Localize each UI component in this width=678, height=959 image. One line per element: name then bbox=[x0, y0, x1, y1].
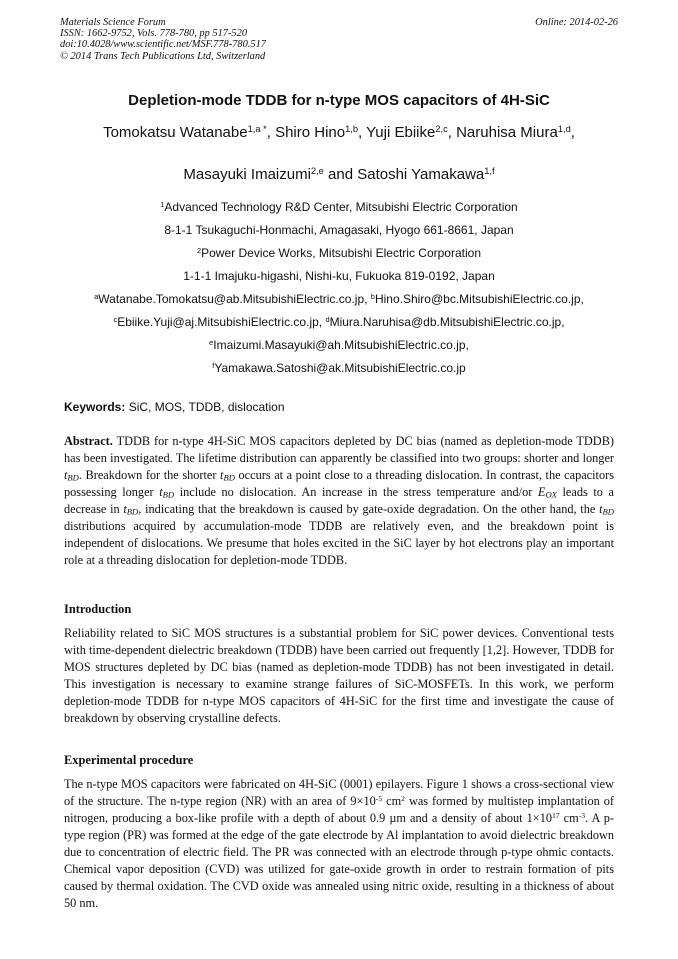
author-name: Masayuki Imaizumi bbox=[183, 166, 311, 183]
abstract-text: TDDB for n-type 4H-SiC MOS capacitors depleted by DC bias (named as depletion-mode TDDB) has been investigated. The lifetime distribution can apparently be classified into two groups: shorter and longer $t_{BD}$. Breakdown for the shorter $t_{BD}$ occurs at a point close to a threading dislocation. In contrast, the capacitors possessing longer $t_{BD}$ include no dislocation. An increase in the stress temperature and/or $E_{OX}$ leads to a decrease in $t_{BD}$, indicating that the breakdown is caused by gate-oxide degradation. On the other hand, the $t_{BD}$ distributions acquired by accumulation-mode TDDB are relatively even, and the breakdown point is independent of dislocations. We presume that holes excited in the SiC layer by hot electrons play an important role at a threading dislocation for depletion-mode TDDB. bbox=[64, 434, 615, 567]
abstract bbox=[64, 433, 614, 569]
author-name: Yuji Ebiike bbox=[366, 124, 436, 141]
copyright-line: © 2014 Trans Tech Publications Ltd, Switzerland bbox=[60, 50, 266, 62]
author-affil-mark: 2,c bbox=[435, 123, 448, 134]
author-name: Shiro Hino bbox=[275, 124, 346, 141]
journal-name: Materials Science Forum bbox=[60, 17, 166, 28]
email-address: Ebiike.Yuji@aj.MitsubishiElectric.co.jp, bbox=[117, 315, 326, 329]
email-line-1: $^a$Watanabe.Tomokatsu@ab.MitsubishiElectric.co.jp, $^b$Hino.Shiro@bc.MitsubishiElectric.co.jp, bbox=[94, 291, 584, 306]
running-header bbox=[60, 17, 618, 62]
paper-title: Depletion-mode TDDB for n-type MOS capacitors of 4H-SiC bbox=[128, 92, 550, 109]
email-address: Yamakawa.Satoshi@ak.MitsubishiElectric.co.jp bbox=[214, 361, 466, 375]
affiliation-2: $^2$Power Device Works, Mitsubishi Electric Corporation bbox=[196, 245, 481, 260]
email-address: Miura.Naruhisa@db.MitsubishiElectric.co.jp, bbox=[329, 315, 565, 329]
author-affil-mark: 1,f bbox=[484, 165, 495, 176]
author-affil-mark: 1,a * bbox=[247, 123, 267, 134]
affiliation-address-2: 1-1-1 Imajuku-higashi, Nishi-ku, Fukuoka 819-0192, Japan bbox=[183, 269, 495, 283]
experimental-heading: Experimental procedure bbox=[64, 753, 194, 767]
doi-line: doi:10.4028/www.scientific.net/MSF.778-780.517 bbox=[60, 39, 266, 51]
authors-line-2: Masayuki Imaizumi$^{2,e}$ and Satoshi Yamakawa$^{1,f}$ bbox=[183, 165, 495, 183]
affiliation-address-1: 8-1-1 Tsukaguchi-Honmachi, Amagasaki, Hyogo 661-8661, Japan bbox=[164, 223, 514, 237]
author-name: Naruhisa Miura bbox=[456, 124, 558, 141]
email-line-2: $^c$Ebiike.Yuji@aj.MitsubishiElectric.co.jp, $^d$Miura.Naruhisa@db.MitsubishiElectric.co.jp, bbox=[113, 314, 565, 329]
abstract-label: Abstract. bbox=[64, 434, 113, 448]
author-affil-mark: 2,e bbox=[310, 165, 324, 176]
author-name: Satoshi Yamakawa bbox=[357, 166, 485, 183]
introduction-text: Reliability related to SiC MOS structures is a substantial problem for SiC power devices. Conventional tests with time-dependent dielectric breakdown (TDDB) have been carried out frequently [1,2]. However, TDDB for MOS structures depleted by DC bias (named as depletion-mode TDDB) has not been investigated in detail. This investigation is necessary to examine strange failures of SiC-MOSFETs. In this work, we perform depletion-mode TDDB for n-type MOS capacitors of 4H-SiC for the first time and investigate the cause of breakdown by observing crystalline defects. bbox=[64, 626, 614, 725]
introduction-heading: Introduction bbox=[64, 602, 132, 616]
affiliation-1: $^1$Advanced Technology R&D Center, Mitsubishi Electric Corporation bbox=[160, 199, 518, 214]
issn-line: ISSN: 1662-9752, Vols. 778-780, pp 517-520 bbox=[60, 28, 248, 40]
email-line-4: $^f$Yamakawa.Satoshi@ak.MitsubishiElectric.co.jp bbox=[212, 360, 466, 375]
email-address: Hino.Shiro@bc.MitsubishiElectric.co.jp, bbox=[374, 292, 584, 306]
authors-line-1: Tomokatsu Watanabe$^{1,a *}$, Shiro Hino$^{1,b}$, Yuji Ebiike$^{2,c}$, Naruhisa Miura$^{1,d}$, bbox=[103, 123, 575, 141]
experimental-text: The n-type MOS capacitors were fabricated on 4H-SiC (0001) epilayers. Figure 1 shows a cross-sectional view of the structure. The n-type region (NR) with an area of $9\times 10^{-5}$ $cm^2$ was formed by multistep implantation of nitrogen, producing a box-like profile with a depth of about 0.9 µm and a density of about $1\times 10^{17}$ $cm^{-3}$. A p-type region (PR) was formed at the edge of the gate electrode by Al implantation to avoid dielectric breakdown due to concentration of electric field. The PR was connected with an electrode through p-type ohmic contacts. Chemical vapor deposition (CVD) was utilized for gate-oxide growth in order to restrain formation of pits caused by thermal oxidation. The CVD oxide was annealed using nitric oxide, resulting in a thickness of about 50 nm. bbox=[64, 777, 615, 910]
email-address: Imaizumi.Masayuki@ah.MitsubishiElectric.co.jp, bbox=[213, 338, 469, 352]
keywords-list: SiC, MOS, TDDB, dislocation bbox=[128, 400, 285, 414]
keywords-label: Keywords: bbox=[64, 400, 126, 414]
author-affil-mark: 1,d bbox=[557, 123, 571, 134]
author-name: Tomokatsu Watanabe bbox=[103, 124, 248, 141]
email-line-3: $^e$Imaizumi.Masayuki@ah.MitsubishiElectric.co.jp, bbox=[209, 337, 469, 352]
email-address: Watanabe.Tomokatsu@ab.MitsubishiElectric.co.jp, bbox=[98, 292, 371, 306]
author-affil-mark: 1,b bbox=[345, 123, 359, 134]
online-date: Online: 2014-02-26 bbox=[535, 17, 618, 28]
keywords bbox=[64, 400, 285, 414]
